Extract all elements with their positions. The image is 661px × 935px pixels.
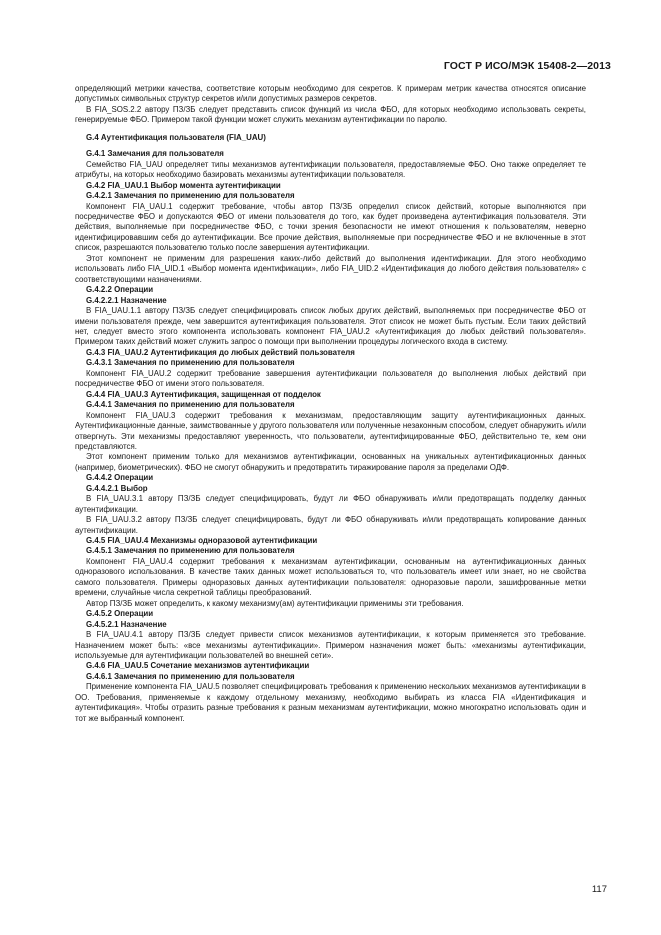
page-header-title: ГОСТ Р ИСО/МЭК 15408-2—2013 <box>443 60 611 72</box>
subsection-heading: G.4.5.2.1 Назначение <box>86 619 167 629</box>
paragraph: В FIA_UAU.3.2 автору ПЗ/ЗБ следует специфицировать, будут ли ФБО обнаруживать и/или предотвращать копирование данных аутентификации. <box>75 515 586 535</box>
paragraph: определяющий метрики качества, соответствие которым необходимо для секретов. К примерам метрик качества относятся описание допустимых символьных структур секретов и/или допустимых размеров секретов. <box>75 84 586 104</box>
paragraph: В FIA_SOS.2.2 автору ПЗ/ЗБ следует представить список функций из числа ФБО, для которых необходимо использовать секреты, генерируемые ФБО. Примером такой функции может служить механизм аутентификации по паролю. <box>75 104 586 125</box>
subsection-heading: G.4.4.2 Операции <box>86 473 154 483</box>
subsection-heading: G.4.4 FIA_UAU.3 Аутентификация, защищенная от подделок <box>86 389 321 399</box>
paragraph: Применение компонента FIA_UAU.5 позволяет специфицировать требования к применению нескольких механизмов аутентификации в ОО. Требования, применяемые к каждому отдельному механизму, необходимо выбирать из класса FIA «Идентификация и аутентификация». Чтобы отразить разные требования к разным механизмам аутентификации, можно многократно использовать один и тот же выбранный компонент. <box>75 682 586 723</box>
paragraph: В FIA_UAU.4.1 автору ПЗ/ЗБ следует привести список механизмов аутентификации, к которым применяется это требование. Назначением может быть: «все механизмы аутентификации». Примером назначения может быть: «механизмы аутентификации, используемые для аутентификации пользователей во внешней сети». <box>75 630 586 661</box>
subsection-heading: G.4.2.2.1 Назначение <box>86 295 167 305</box>
paragraph: Компонент FIA_UAU.1 содержит требование, чтобы автор ПЗ/ЗБ определил список действий, которые выполняются при посредничестве ФБО и допускаются ФБО от имени пользователя до того, как будет произведена аутентификация пользователя. Эти действия, выполняемые при посредничестве ФБО, с точки зрения безопасности не имеют отношения к пользователям, неверно идентифицировавшим себя до аутентификации. Все прочие действия, выполняемые при посредничестве ФБО и не включенные в этот список, разрешаются пользователю только после завершения аутентификации. <box>75 201 586 253</box>
subsection-heading: G.4.6.1 Замечания по применению для пользователя <box>86 671 295 681</box>
paragraph: Компонент FIA_UAU.4 содержит требования к механизмам аутентификации, основанным на аутентификационных данных одноразового использования. В качестве таких данных может использоваться то, что пользователь имеет или знает, но не свойства самого пользователя. Примеры одноразовых данных аутентификации пользователя: одноразовые пароли, зашифрованные метки времени, случайные числа секретной таблицы преобразований. <box>75 556 586 598</box>
document-body <box>75 84 586 724</box>
section-heading: G.4 Аутентификация пользователя (FIA_UAU) <box>86 132 266 142</box>
subsection-heading: G.4.4.2.1 Выбор <box>86 483 148 493</box>
subsection-heading: G.4.3 FIA_UAU.2 Аутентификация до любых действий пользователя <box>86 347 355 357</box>
subsection-heading: G.4.5 FIA_UAU.4 Механизмы одноразовой аутентификации <box>86 536 318 546</box>
subsection-heading: G.4.5.2 Операции <box>86 609 154 619</box>
paragraph: Автор ПЗ/ЗБ может определить, к какому механизму(ам) аутентификации применимы эти требования. <box>86 598 464 608</box>
subsection-heading: G.4.2 FIA_UAU.1 Выбор момента аутентификации <box>86 180 281 190</box>
subsection-heading: G.4.6 FIA_UAU.5 Сочетание механизмов аутентификации <box>86 661 310 671</box>
subsection-heading: G.4.1 Замечания для пользователя <box>86 149 224 159</box>
paragraph: Семейство FIA_UAU определяет типы механизмов аутентификации пользователя, предоставляемые ФБО. Оно также определяет те атрибуты, на которых необходимо базировать механизмы аутентификации пользователя. <box>75 159 586 180</box>
paragraph: В FIA_UAU.3.1 автору ПЗ/ЗБ следует специфицировать, будут ли ФБО обнаруживать и/или предотвращать подделку данных аутентификации. <box>75 494 586 514</box>
subsection-heading: G.4.5.1 Замечания по применению для пользователя <box>86 546 295 556</box>
paragraph: В FIA_UAU.1.1 автору ПЗ/ЗБ следует специфицировать список любых других действий, выполняемых при посредничестве ФБО от имени пользователя прежде, чем завершится аутентификация пользователя. Этот список не может быть пустым. Если таких действий нет, следует вместо этого компонента использовать компонент FIA_UAU.2 «Аутентификация до любых действий пользователя». Примером таких действий может служить запрос о помощи при выполнении процедуры логического входа в систему. <box>75 306 586 347</box>
paragraph: Этот компонент применим только для механизмов аутентификации, основанных на уникальных аутентификационных данных (например, биометрических). ФБО не смогут обнаружить и предотвратить тиражирование пароля за пределами ОДФ. <box>75 452 586 472</box>
subsection-heading: G.4.2.1 Замечания по применению для пользователя <box>86 191 295 201</box>
paragraph: Этот компонент не применим для разрешения каких-либо действий до выполнения идентификации. Для этого необходимо использовать либо FIA_UID.1 «Выбор момента идентификации», либо FIA_UID.2 «Идентификация до любого действия пользователя» с соответствующими назначениями. <box>75 253 586 284</box>
subsection-heading: G.4.4.1 Замечания по применению для пользователя <box>86 400 295 410</box>
paragraph: Компонент FIA_UAU.3 содержит требования к механизмам, предоставляющим защиту аутентификационных данных. Аутентификационные данные, заимствованные у другого пользователя или полученные незаконным способом, следует обнаружить и/или отвергнуть. Эти механизмы предоставляют уверенность, что пользователи, аутентифицированные ФБО, действительно те, кем они представляются. <box>75 410 586 451</box>
page-number: 117 <box>591 884 607 895</box>
paragraph: Компонент FIA_UAU.2 содержит требование завершения аутентификации пользователя до выполнения любых действий при посредничестве ФБО от имени этого пользователя. <box>75 368 586 389</box>
subsection-heading: G.4.2.2 Операции <box>86 285 154 295</box>
subsection-heading: G.4.3.1 Замечания по применению для пользователя <box>86 358 295 368</box>
